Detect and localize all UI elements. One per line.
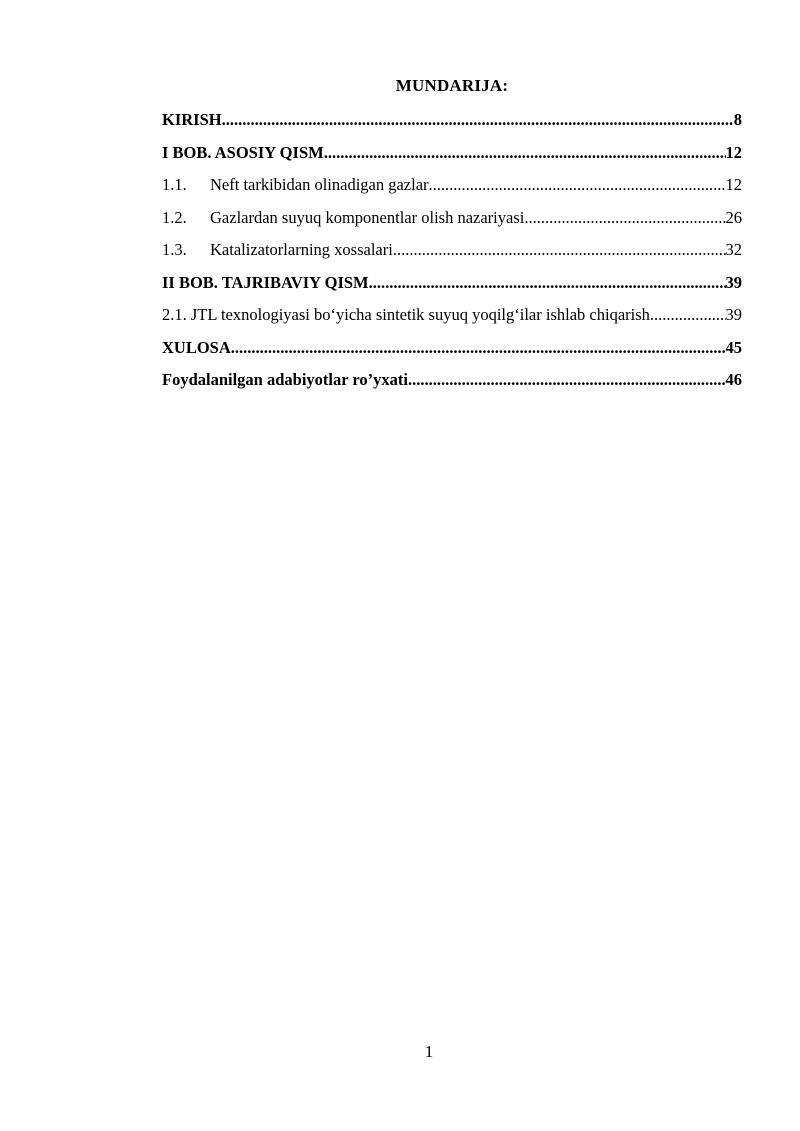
toc-entry-section-1-1: [162, 173, 742, 206]
toc-leader-dots: [222, 108, 734, 132]
toc-leader-dots: [408, 368, 725, 392]
toc-entry-kirish: [162, 108, 742, 141]
toc-title: MUNDARIJA:: [395, 76, 509, 95]
toc-entry-chapter-2: [162, 271, 742, 304]
toc-leader-dots: [231, 336, 726, 360]
toc-entry-text: 2.1. JTL texnologiyasi bo‘yicha sintetik suyuq yoqilg‘ilar ishlab chiqarish: [162, 305, 650, 324]
toc-entry-text: Foydalanilgan adabiyotlar ro’yxati: [162, 370, 409, 389]
toc-leader-dots: [429, 173, 726, 197]
toc-entry-section-1-2: [162, 206, 742, 239]
toc-entry-text: I BOB. ASOSIY QISM: [162, 142, 324, 162]
toc-leader-dots: [650, 303, 726, 327]
toc-leader-dots: [393, 238, 726, 262]
toc-leader-dots: [524, 206, 725, 230]
toc-entry-text: XULOSA: [162, 337, 231, 357]
toc-entry-text: II BOB. TAJRIBAVIY QISM: [162, 272, 369, 292]
toc-entry-number: 1.2.: [162, 207, 187, 227]
table-of-contents: [162, 108, 742, 401]
toc-entry-section-1-3: [162, 238, 742, 271]
toc-entry-references: [162, 368, 742, 401]
toc-entry-xulosa: [162, 336, 742, 369]
toc-entry-number: 1.3.: [162, 240, 187, 259]
toc-entry-section-2-1: [162, 303, 742, 336]
toc-leader-dots: [324, 141, 726, 165]
toc-entry-page: 46: [725, 370, 742, 389]
toc-entry-page: 8: [733, 110, 742, 129]
toc-entry-number: 1.1.: [162, 175, 187, 194]
toc-entry-chapter-1: [162, 141, 742, 174]
toc-entry-text: Katalizatorlarning xossalari: [210, 240, 393, 259]
toc-entry-page: 45: [725, 337, 742, 357]
toc-entry-page: 32: [725, 240, 742, 259]
toc-entry-text: KIRISH: [162, 110, 222, 129]
toc-entry-text: Neft tarkibidan olinadigan gazlar: [210, 175, 429, 194]
toc-entry-page: 39: [725, 272, 742, 292]
toc-entry-page: 39: [725, 305, 742, 324]
toc-leader-dots: [369, 271, 726, 295]
toc-entry-text: Gazlardan suyuq komponentlar olish nazariyasi: [210, 207, 525, 227]
toc-entry-page: 12: [725, 175, 742, 194]
page-number: 1: [424, 1042, 434, 1061]
toc-entry-page: 12: [725, 142, 742, 162]
toc-entry-page: 26: [725, 207, 742, 227]
